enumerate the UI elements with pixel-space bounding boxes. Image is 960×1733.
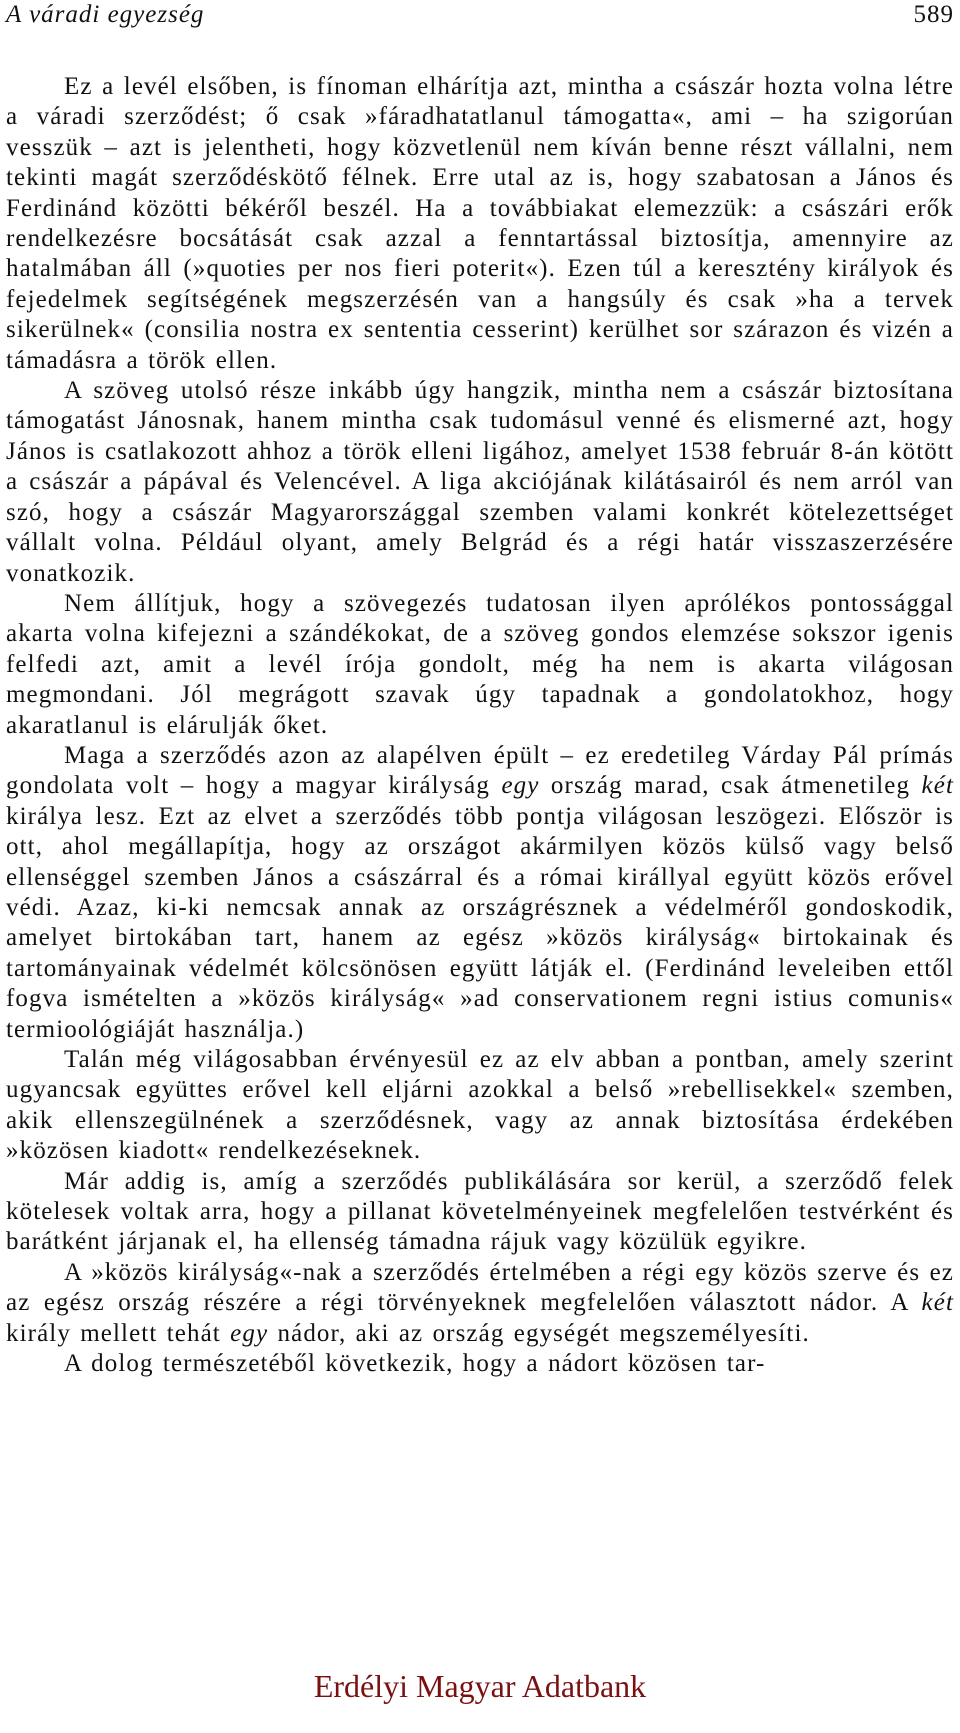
paragraph [6,1167,954,1258]
paragraph [6,741,954,1045]
text-run: Maga a szerződés azon az alapélven épült – ez eredetileg Várday Pál prímás gondolata volt – hogy a magyar királyság [6,741,954,800]
paragraph [6,1045,954,1167]
paragraph [6,72,954,376]
text-run: nádor, aki az ország egységét megszemélyesíti. [268,1319,810,1347]
text-run: király mellett tehát [6,1319,231,1347]
italic-text: egy [501,772,540,800]
text-run: A szöveg utolsó része inkább úgy hangzik, mintha nem a császár biztosítana támogatást Jánosnak, hanem mintha csak tudomásul venné és elismerné azt, hogy János is csatlakozott ahhoz a török elleni ligához, amelyet 1538 február 8-án kötött a császár a pápával és Velencével. A liga akciójának kilátásairól és nem arról van szó, hogy a császár Magyarországgal szemben valami konkrét kötelezettséget vállalt volna. Például olyant, amely Belgrád és a régi határ visszaszerzésére vonatkozik. [6,377,954,587]
text-run: Már addig is, amíg a szerződés publikálására sor kerül, a szerződő felek kötelesek voltak arra, hogy a pillanat követelményeinek megfelelően testvérként és barátként járjanak el, ha ellenség támadna rájuk vagy közülük egyikre. [6,1167,954,1256]
paragraph [6,589,954,741]
running-title: A váradi egyezség [6,1,205,28]
running-head [6,0,954,34]
paragraph [6,1349,954,1379]
body-text [6,72,954,1379]
text-run: királya lesz. Ezt az elvet a szerződés több pontja világosan leszögezi. Először is ott, ahol megállapítja, hogy az országot akármilyen közös külső vagy belső ellenséggel szemben János a császárral és a római királlyal együtt közös erővel védi. Azaz, ki-ki nemcsak annak az országrésznek a védelméről gondoskodik, amelyet birtokában tart, hanem az egész »közös királyság« birtokainak és tartományainak védelmét kölcsönösen együtt látják el. (Ferdinánd leveleiben ettől fogva ismételten a »közös királyság« »ad conservationem regni istius comunis« termioológiáját használja.) [6,802,954,1043]
paragraph [6,1258,954,1349]
text-run: Ez a levél elsőben, is fínoman elhárítja azt, mintha a császár hozta volna létre a váradi szerződést; ő csak »fáradhatatlanul támogatta«, ami – ha szigorúan vesszük – azt is jelentheti, hogy közvetlenül nem kíván benne részt vállalni, nem tekinti magát szerződéskötő félnek. Erre utal az is, hogy szabatosan a János és Ferdinánd közötti békéről beszél. Ha a továbbiakat elemezzük: a császári erők rendelkezésre bocsátását csak azzal a fenntartással biztosítja, amennyire az hatalmában áll (»quoties per nos fieri poterit«). Ezen túl a keresztény királyok és fejedelmek segítségének megszerzésén van a hangsúly és csak »ha a tervek sikerülnek« (consilia nostra ex sententia cesserint) kerülhet sor szárazon és vizén a támadásra a török ellen. [6,73,954,374]
page-number: 589 [913,1,954,28]
text-run: Talán még világosabban érvényesül ez az elv abban a pontban, amely szerint ugyancsak együttes erővel kell eljárni azokkal a belső »rebellisekkel« szemben, akik ellenszegülnének a szerződésnek, vagy az annak biztosítása érdekében »közösen kiadott« rendelkezéseknek. [6,1046,954,1165]
text-run: A »közös királyság«-nak a szerződés értelmében a régi egy közös szerve és ez az egész ország részére a régi törvényeknek megfelelően választott nádor. A [6,1258,954,1317]
italic-text: két [921,1289,954,1317]
text-run: Nem állítjuk, hogy a szövegezés tudatosan ilyen aprólékos pontossággal akarta volna kifejezni a szándékokat, de a szöveg gondos elemzése sokszor igenis felfedi azt, amit a levél írója gondolt, még ha nem is akarta világosan megmondani. Jól megrágott szavak úgy tapadnak a gondolatokhoz, hogy akaratlanul is elárulják őket. [6,589,954,739]
italic-text: két [921,772,954,800]
footer-watermark: Erdélyi Magyar Adatbank [313,1668,647,1704]
italic-text: egy [230,1319,269,1347]
text-run: A dolog természetéből következik, hogy a nádort közösen tar- [64,1350,766,1378]
text-run: ország marad, csak átmenetileg [539,772,922,800]
paragraph [6,376,954,589]
